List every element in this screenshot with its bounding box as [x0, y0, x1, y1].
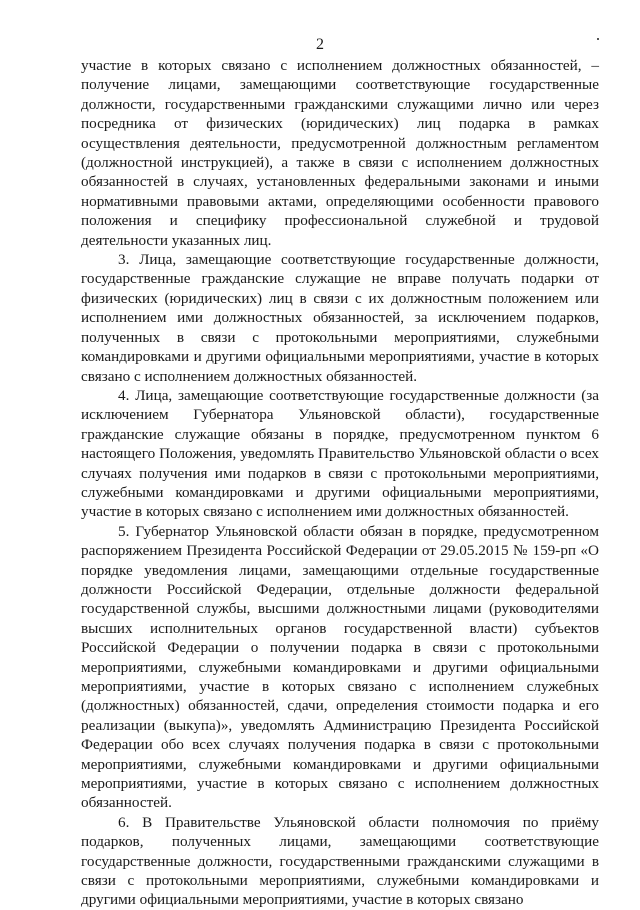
page-number: 2: [316, 36, 324, 53]
document-body: [81, 56, 599, 910]
page-mark: [597, 38, 599, 40]
paragraph-6: 6. В Правительстве Ульяновской области полномочия по приёму подарков, полученных лицами, замещающими соответствующие государственные должности, государственными гражданскими служащими в связи с протокольными мероприятиями, служебными командировками и другими официальными мероприятиями, участие в которых связано: [81, 813, 599, 909]
paragraph-3: 3. Лица, замещающие соответствующие государственные должности, государственные гражданские служащие не вправе получать подарки от физических (юридических) лиц в связи с их должностным положением или исполнением ими должностных обязанностей, за исключением подарков, полученных в связи с протокольными мероприятиями, служебными командировками и другими официальными мероприятиями, участие в которых связано с исполнением должностных обязанностей.: [81, 251, 599, 385]
paragraph-continuation: участие в которых связано с исполнением должностных обязанностей, – получение лицами, замещающими соответствующие государственные должности, государственными гражданскими служащими лично или через посредника от физических (юридических) лиц подарка в рамках осуществления деятельности, предусмотренной должностным регламентом (должностной инструкцией), а также в связи с исполнением должностных обязанностей в случаях, установленных федеральными законами и иными нормативными правовыми актами, определяющими особенности правового положения и специфику профессиональной служебной и трудовой деятельности указанных лиц.: [81, 57, 599, 249]
paragraph-4: 4. Лица, замещающие соответствующие государственные должности (за исключением Губернатора Ульяновской области), государственные гражданские служащие обязаны в порядке, предусмотренном пунктом 6 настоящего Положения, уведомлять Правительство Ульяновской области о всех случаях получения ими подарков в связи с протокольными мероприятиями, служебными командировками и другими официальными мероприятиями, участие в которых связано с исполнением ими должностных обязанностей.: [81, 386, 599, 521]
paragraph-5: 5. Губернатор Ульяновской области обязан в порядке, предусмотренном распоряжением Президента Российской Федерации от 29.05.2015 № 159-рп «О порядке уведомления лицами, замещающими отдельные государственные должности Российской Федерации, отдельные должности федеральной государственной службы, высшими должностными лицами (руководителями высших исполнительных органов государственной власти) субъектов Российской Федерации о получении подарка в связи с протокольными мероприятиями, служебными командировками и другими официальными мероприятиями, участие в которых связано с исполнением служебных (должностных) обязанностей, сдачи, определения стоимости подарка и его реализации (выкупа)», уведомлять Администрацию Президента Российской Федерации обо всех случаях получения подарка в связи с протокольными мероприятиями, служебными командировками и другими официальными мероприятиями, участие в которых связано с исполнением должностных обязанностей.: [81, 522, 599, 812]
